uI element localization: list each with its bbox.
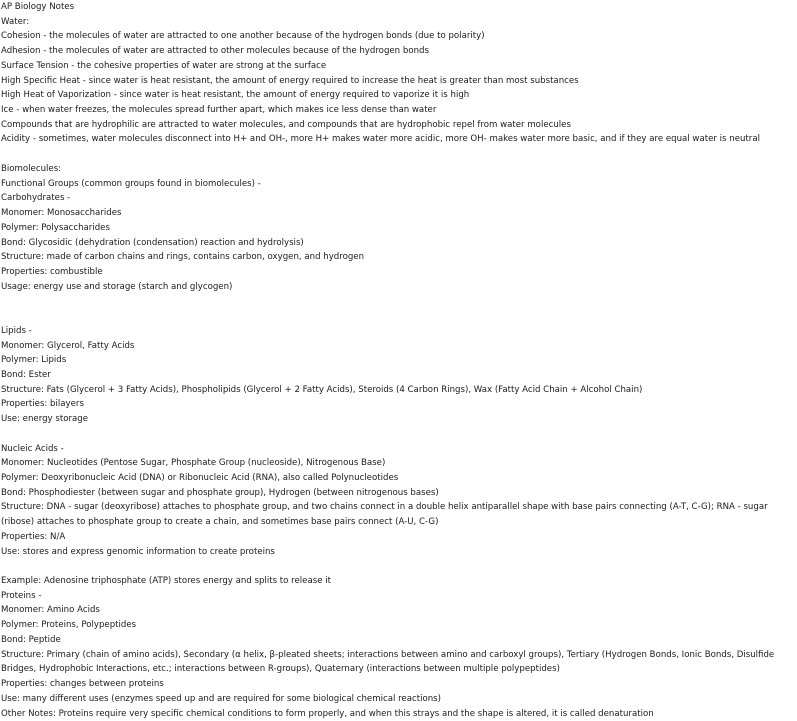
water-heat-of-vaporization: High Heat of Vaporization - since water is heat resistant, the amount of energy required to vaporize it is high — [1, 88, 796, 103]
nucleic-acids-properties: Properties: N/A — [1, 530, 796, 545]
proteins-other-notes: Other Notes: Proteins require very specific chemical conditions to form properly, and when this strays and the shape is altered, it is called denaturation — [1, 707, 796, 721]
spacer — [1, 309, 796, 324]
carbohydrates-usage: Usage: energy use and storage (starch and glycogen) — [1, 280, 796, 295]
carbohydrates-monomer: Monomer: Monosaccharides — [1, 206, 796, 221]
functional-groups-line: Functional Groups (common groups found in biomolecules) - — [1, 177, 796, 192]
nucleic-acids-heading: Nucleic Acids - — [1, 442, 796, 457]
proteins-polymer: Polymer: Proteins, Polypeptides — [1, 618, 796, 633]
carbohydrates-polymer: Polymer: Polysaccharides — [1, 221, 796, 236]
carbohydrates-properties: Properties: combustible — [1, 265, 796, 280]
water-heading: Water: — [1, 15, 796, 30]
water-ice: Ice - when water freezes, the molecules spread further apart, which makes ice less dense than water — [1, 103, 796, 118]
carbohydrates-structure: Structure: made of carbon chains and rings, contains carbon, oxygen, and hydrogen — [1, 250, 796, 265]
spacer — [1, 294, 796, 309]
water-acidity: Acidity - sometimes, water molecules disconnect into H+ and OH-, more H+ makes water more acidic, more OH- makes water more basic, and if they are equal water is neutral — [1, 132, 796, 147]
nucleic-acids-polymer: Polymer: Deoxyribonucleic Acid (DNA) or Ribonucleic Acid (RNA), also called Polynucleotides — [1, 471, 796, 486]
proteins-heading: Proteins - — [1, 589, 796, 604]
proteins-properties: Properties: changes between proteins — [1, 677, 796, 692]
water-specific-heat: High Specific Heat - since water is heat resistant, the amount of energy required to increase the heat is greater than most substances — [1, 74, 796, 89]
carbohydrates-bond: Bond: Glycosidic (dehydration (condensation) reaction and hydrolysis) — [1, 236, 796, 251]
nucleic-acids-use: Use: stores and express genomic information to create proteins — [1, 545, 796, 560]
proteins-use: Use: many different uses (enzymes speed up and are required for some biological chemical reactions) — [1, 692, 796, 707]
biomolecules-heading: Biomolecules: — [1, 162, 796, 177]
nucleic-acids-structure: Structure: DNA - sugar (deoxyribose) attaches to phosphate group, and two chains connect in a double helix antiparallel shape with base pairs connecting (A-T, C-G); RNA - sugar — [1, 500, 796, 515]
water-adhesion: Adhesion - the molecules of water are attracted to other molecules because of the hydrogen bonds — [1, 44, 796, 59]
proteins-structure: Structure: Primary (chain of amino acids), Secondary (α helix, β-pleated sheets; interactions between amino and carboxyl groups), Tertiary (Hydrogen Bonds, Ionic Bonds, Disulfide — [1, 648, 796, 663]
nucleic-acids-structure-continued: (ribose) attaches to phosphate group to create a chain, and sometimes base pairs connect (A-U, C-G) — [1, 515, 796, 530]
atp-example: Example: Adenosine triphosphate (ATP) stores energy and splits to release it — [1, 574, 796, 589]
nucleic-acids-monomer: Monomer: Nucleotides (Pentose Sugar, Phosphate Group (nucleoside), Nitrogenous Base) — [1, 456, 796, 471]
proteins-monomer: Monomer: Amino Acids — [1, 603, 796, 618]
spacer — [1, 147, 796, 162]
document-title: AP Biology Notes — [1, 0, 796, 15]
lipids-polymer: Polymer: Lipids — [1, 353, 796, 368]
document-body — [1, 0, 796, 721]
nucleic-acids-bond: Bond: Phosphodiester (between sugar and phosphate group), Hydrogen (between nitrogenous bases) — [1, 486, 796, 501]
spacer — [1, 559, 796, 574]
spacer — [1, 427, 796, 442]
lipids-use: Use: energy storage — [1, 412, 796, 427]
water-cohesion: Cohesion - the molecules of water are attracted to one another because of the hydrogen bonds (due to polarity) — [1, 29, 796, 44]
lipids-bond: Bond: Ester — [1, 368, 796, 383]
water-surface-tension: Surface Tension - the cohesive properties of water are strong at the surface — [1, 59, 796, 74]
water-hydrophilic-compounds: Compounds that are hydrophilic are attracted to water molecules, and compounds that are hydrophobic repel from water molecules — [1, 118, 796, 133]
carbohydrates-heading: Carbohydrates - — [1, 191, 796, 206]
proteins-bond: Bond: Peptide — [1, 633, 796, 648]
proteins-structure-continued: Bridges, Hydrophobic Interactions, etc.; interactions between R-groups), Quaternary (interactions between multiple polypeptides) — [1, 662, 796, 677]
lipids-structure: Structure: Fats (Glycerol + 3 Fatty Acids), Phospholipids (Glycerol + 2 Fatty Acids), Steroids (4 Carbon Rings), Wax (Fatty Acid Chain + Alcohol Chain) — [1, 383, 796, 398]
lipids-properties: Properties: bilayers — [1, 397, 796, 412]
lipids-heading: Lipids - — [1, 324, 796, 339]
lipids-monomer: Monomer: Glycerol, Fatty Acids — [1, 339, 796, 354]
